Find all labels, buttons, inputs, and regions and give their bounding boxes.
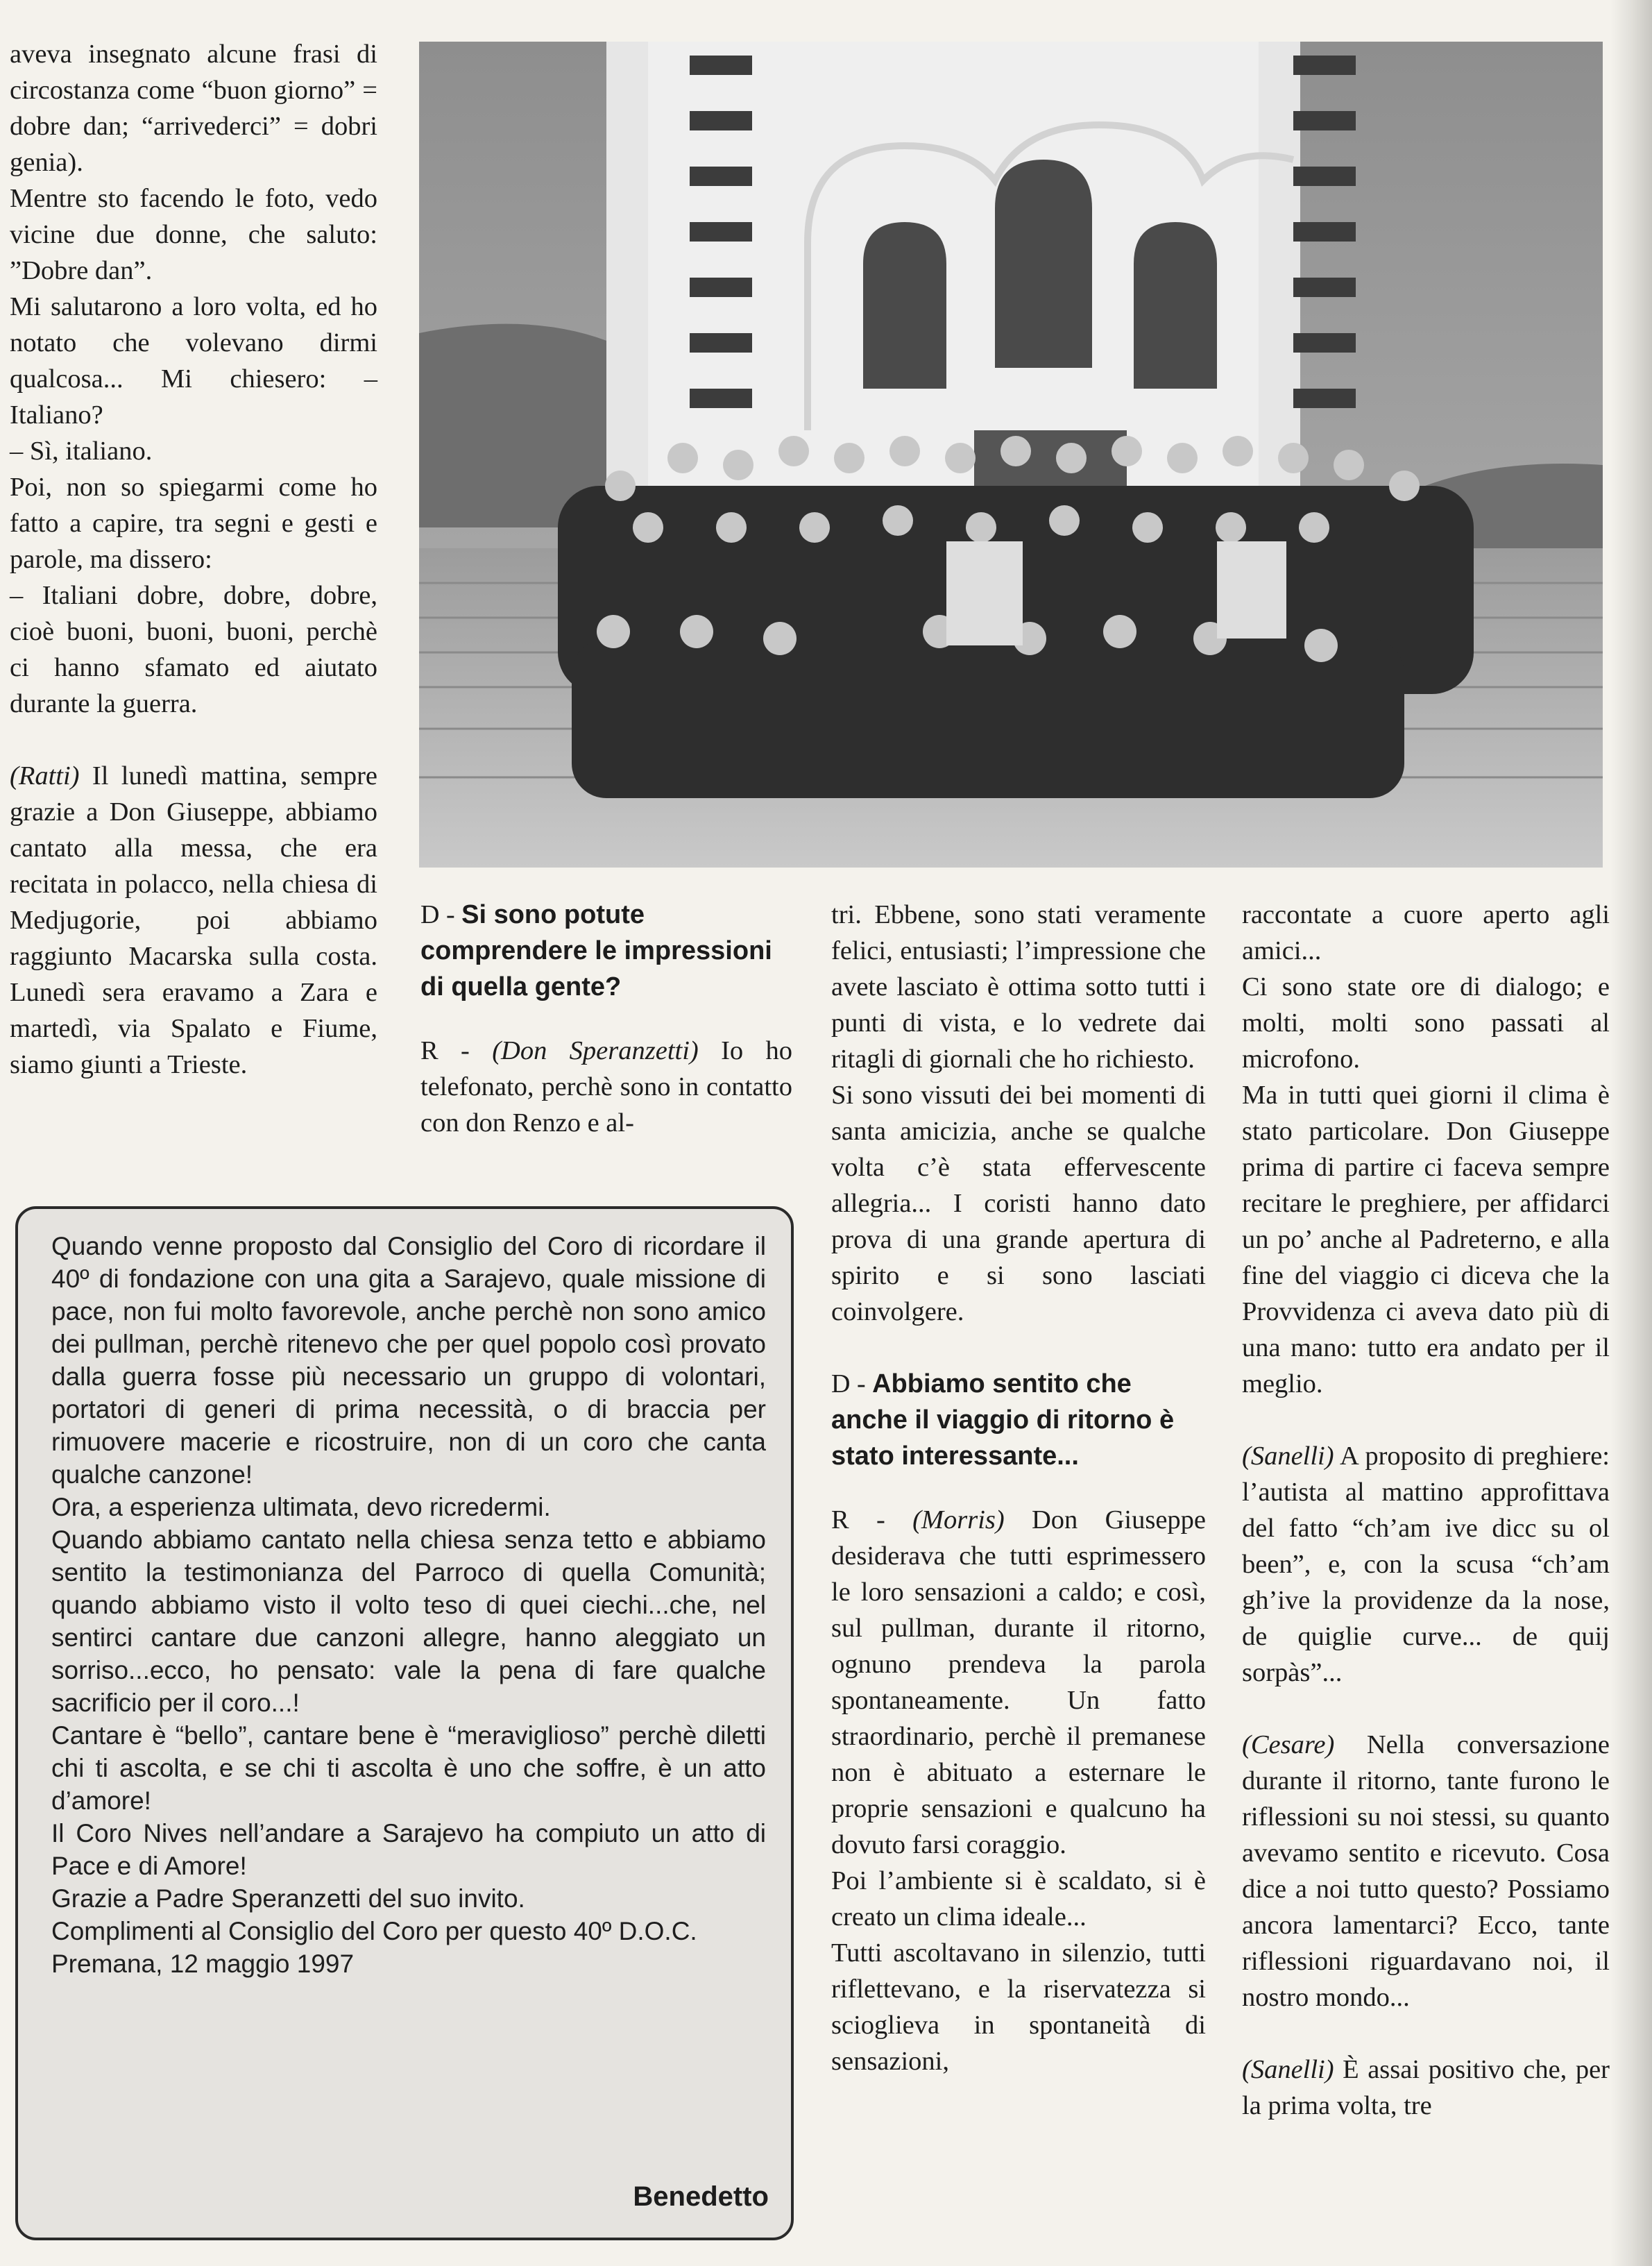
interview-question [420, 897, 792, 1005]
paragraph: Mi salutarono a loro volta, ed ho notato che volevano dirmi qualcosa... Mi chiesero: – Italiano? [10, 292, 377, 430]
paragraph: Poi l’ambiente si è scaldato, si è creato un clima ideale... [831, 1866, 1206, 1931]
paragraph [10, 758, 377, 1083]
paragraph: Complimenti al Consiglio del Coro per questo 40º D.O.C. [51, 1917, 697, 1945]
group-photo [419, 42, 1603, 868]
paragraph: Quando abbiamo cantato nella chiesa senza tetto e abbiamo sentito la testimonianza del Parroco di quella Comunità; quando abbiamo visto il volto teso di quei ciechi...che, nel sentirci cantare due canzoni allegre, hanno aleggiato un sorriso...ecco, ho pensato: vale la pena di fare qualche sacrificio per il coro...! [51, 1525, 766, 1717]
paragraph: Ora, a esperienza ultimata, devo ricredermi. [51, 1493, 551, 1521]
article-column-2 [420, 897, 792, 1141]
paragraph: – Italiani dobre, dobre, dobre, cioè buoni, buoni, buoni, perchè ci hanno sfamato ed aiutato durante la guerra. [10, 581, 377, 718]
answer-prefix: R - [420, 1036, 493, 1065]
paragraph: Ci sono state ore di dialogo; e molti, molti sono passati al microfono. [1242, 972, 1610, 1074]
paragraph [1242, 2052, 1610, 2124]
paragraph: Grazie a Padre Speranzetti del suo invito. [51, 1884, 525, 1913]
paragraph: Mentre sto facendo le foto, vedo vicine due donne, che saluto: ”Dobre dan”. [10, 184, 377, 285]
speaker-name: (Ratti) [10, 761, 80, 790]
testimony-box [15, 1206, 794, 2240]
interview-answer [831, 1502, 1206, 1863]
paragraph: tri. Ebbene, sono stati veramente felici, entusiasti; l’impressione che avete lasciato è ottima sotto tutti i punti di vista, e lo vedrete dai ritagli di giornali che ho richiesto. [831, 900, 1206, 1074]
speaker-name: (Cesare) [1242, 1730, 1335, 1759]
article-column-4 [1242, 897, 1610, 2124]
paragraph-text: Nella conversazione durante il ritorno, tante furono le riflessioni su noi stessi, su quanto avevamo sentito e ricevuto. Cosa dice a noi tutto questo? Possiamo ancora lamentarci? Ecco, tante riflessioni riguardavano noi, il nostro mondo... [1242, 1730, 1610, 2012]
testimony-text [51, 1230, 766, 1980]
speaker-name: (Morris) [912, 1505, 1005, 1534]
signature: Benedetto [633, 2181, 769, 2212]
question-prefix: D - [420, 900, 462, 929]
place-date: Premana, 12 maggio 1997 [51, 1950, 355, 1978]
paragraph: raccontate a cuore aperto agli amici... [1242, 900, 1610, 965]
article-column-1 [10, 36, 377, 1083]
paragraph: – Sì, italiano. [10, 437, 153, 466]
paragraph: Quando venne proposto dal Consiglio del Coro di ricordare il 40º di fondazione con una gita a Sarajevo, quale missione di pace, non fui molto favorevole, anche perchè non sono amico dei pullman, perchè ritenevo che per quel popolo così provato dalla guerra fosse più necessario un gruppo di volontari, portatori di generi di prima necessità, o di braccia per rimuovere macerie e ricostruire, non di un coro che canta qualche canzone! [51, 1232, 766, 1489]
answer-text: Io ho telefonato, perchè sono in contatto con don Renzo e al- [420, 1036, 792, 1138]
speaker-name: (Sanelli) [1242, 1441, 1334, 1471]
paragraph-text: A proposito di preghiere: l’autista al mattino approfittava del fatto “ch’am ive dicc su ol been”, e, con la scusa “ch’am gh’ive la providenze da la nose, de quiglie curve... de quij sorpàs”... [1242, 1441, 1610, 1687]
answer-text: Don Giuseppe desiderava che tutti esprimessero le loro sensazioni a caldo; e così, sul pullman, durante il ritorno, ognuno prendeva la parola spontaneamente. Un fatto straordinario, perchè il premanese non è abituato a esternare le proprie sensazioni e qualcuno ha dovuto farsi coraggio. [831, 1505, 1207, 1859]
paragraph [1242, 1727, 1610, 2015]
paragraph-text: Il lunedì mattina, sempre grazie a Don Giuseppe, abbiamo cantato alla messa, che era recitata in polacco, nella chiesa di Medjugorie, poi abbiamo raggiunto Macarska sulla costa. Lunedì sera eravamo a Zara e martedì, via Spalato e Fiume, siamo giunti a Trieste. [10, 761, 377, 1079]
paragraph: Cantare è “bello”, cantare bene è “meraviglioso” perchè diletti chi ti ascolta, e se chi ti ascolta è uno che soffre, è un atto d’amore! [51, 1721, 766, 1815]
paragraph: Il Coro Nives nell’andare a Sarajevo ha compiuto un atto di Pace e di Amore! [51, 1819, 766, 1880]
question-text: Abbiamo sentito che anche il viaggio di ritorno è stato interessante... [831, 1369, 1175, 1471]
page-edge-shadow [1610, 0, 1652, 2266]
paragraph [1242, 1438, 1610, 1691]
paragraph: Tutti ascoltavano in silenzio, tutti riflettevano, e la riservatezza si scioglieva in spontaneità di sensazioni, [831, 1938, 1206, 2076]
speaker-name: (Don Speranzetti) [492, 1036, 699, 1065]
paragraph: aveva insegnato alcune frasi di circostanza come “buon giorno” = dobre dan; “arrivederci” = dobri genia). [10, 40, 377, 177]
interview-answer [420, 1033, 792, 1141]
question-prefix: D - [831, 1369, 873, 1398]
question-text: Si sono potute comprendere le impressioni di quella gente? [420, 900, 772, 1001]
paragraph-text: È assai positivo che, per la prima volta, tre [1242, 2055, 1610, 2120]
article-column-3 [831, 897, 1206, 2079]
paragraph: Si sono vissuti dei bei momenti di santa amicizia, anche se qualche volta c’è stata effervescente allegria... I coristi hanno dato prova di una grande apertura di spirito e si sono lasciati coinvolgere. [831, 1081, 1206, 1326]
paragraph: Ma in tutti quei giorni il clima è stato particolare. Don Giuseppe prima di partire ci faceva sempre recitare le preghiere, per affidarci un po’ anche al Padreterno, e alla fine del viaggio ci diceva che la Provvidenza ci aveva dato più di una mano: tutto era andato per il meglio. [1242, 1081, 1610, 1398]
interview-question [831, 1366, 1206, 1474]
paragraph: Poi, non so spiegarmi come ho fatto a capire, tra segni e gesti e parole, ma dissero: [10, 473, 377, 574]
speaker-name: (Sanelli) [1242, 2055, 1334, 2084]
answer-prefix: R - [831, 1505, 913, 1534]
